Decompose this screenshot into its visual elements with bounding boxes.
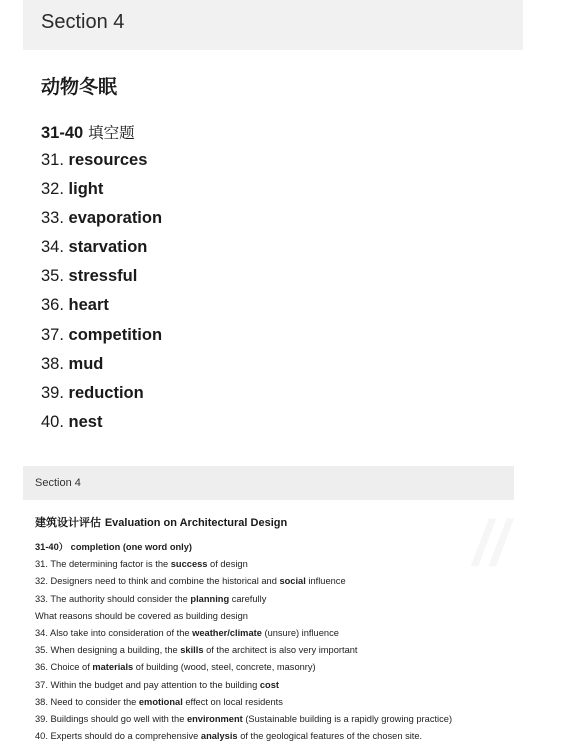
topic-title-en: Evaluation on Architectural Design (104, 517, 288, 529)
answer-number: 37. (41, 325, 69, 344)
keyword: planning (190, 593, 230, 604)
note-text: 40. Experts should do a comprehensive (35, 731, 201, 742)
section-header (23, 0, 523, 50)
answer-word: stressful (68, 267, 138, 286)
note-text: 38. Need to consider the (35, 696, 139, 707)
keyword: environment (186, 713, 243, 724)
note-text: 34. Also take into consideration of the (35, 627, 193, 638)
note-text: 31. The determining factor is the (35, 559, 171, 570)
note-line (35, 575, 452, 592)
note-line (35, 679, 452, 696)
answer-number: 31. (41, 151, 69, 169)
answer-word: heart (68, 296, 109, 315)
note-text: 35. When designing a building, the (35, 645, 181, 656)
answer-word: nest (68, 412, 103, 431)
note-text: influence (305, 576, 346, 587)
topic-title (35, 514, 287, 530)
keyword: analysis (200, 731, 238, 742)
answer-word: starvation (68, 238, 148, 257)
keyword: success (170, 559, 208, 570)
note-text: of the geological features of the chosen site. (237, 731, 423, 742)
answer-word: evaporation (68, 209, 163, 228)
note-text: 36. Choice of (35, 662, 93, 673)
note-line (35, 730, 452, 747)
keyword: materials (92, 662, 134, 673)
answer-item (41, 237, 162, 266)
keyword: emotional (138, 696, 183, 707)
answer-word: light (68, 180, 104, 199)
answer-word: resources (68, 151, 148, 169)
answer-item (41, 179, 162, 208)
note-line (35, 593, 452, 610)
keyword: weather/climate (192, 627, 262, 638)
note-text: carefully (229, 593, 267, 604)
note-line (35, 644, 452, 661)
question-type-heading (41, 121, 135, 143)
notes-panel-architectural-design (23, 466, 514, 755)
answer-list (41, 150, 162, 441)
note-text: (Sustainable building is a rapidly growing practice) (242, 713, 453, 724)
topic-title: 动物冬眠 (41, 76, 118, 98)
answer-item (41, 295, 162, 324)
answer-word: mud (68, 354, 104, 373)
answer-word: reduction (68, 383, 144, 402)
question-type-label: 填空题 (83, 124, 135, 142)
section-header (23, 466, 514, 500)
note-text: 33. The authority should consider the (35, 593, 191, 604)
note-line (35, 558, 452, 575)
topic-title-cn: 建筑设计评估 (35, 516, 105, 529)
answer-number: 40. (41, 412, 69, 431)
note-text: of design (207, 559, 248, 570)
section-title: Section 4 (35, 477, 81, 489)
keyword: cost (259, 679, 279, 690)
answer-number: 32. (41, 180, 69, 199)
answer-number: 33. (41, 209, 69, 228)
answer-number: 38. (41, 354, 69, 373)
note-line (35, 696, 452, 713)
keyword: social (279, 576, 306, 587)
question-range: 31-40 (41, 124, 84, 142)
answer-item (41, 412, 162, 441)
keyword: 31-40） completion (one word only) (35, 542, 193, 552)
answer-item (41, 383, 162, 412)
note-text: (unsure) influence (261, 627, 339, 638)
answer-item (41, 150, 162, 179)
answer-number: 34. (41, 238, 69, 257)
note-text: of building (wood, steel, concrete, masonry) (133, 662, 316, 673)
answer-number: 39. (41, 383, 69, 402)
answer-word: competition (68, 325, 163, 344)
note-text: of the architect is also very important (203, 645, 358, 656)
notes-list (35, 541, 452, 747)
answer-number: 36. (41, 296, 69, 315)
note-text: What reasons should be covered as building design (35, 610, 248, 621)
answer-item (41, 208, 162, 237)
note-line (35, 661, 452, 678)
note-line (35, 713, 452, 730)
answer-item (41, 266, 162, 295)
note-text: 39. Buildings should go well with the (35, 713, 187, 724)
answer-number: 35. (41, 267, 69, 286)
keyword: skills (180, 645, 204, 656)
note-text: 37. Within the budget and pay attention to the building (35, 679, 260, 690)
watermark-decoration: // (473, 507, 509, 579)
note-line (35, 627, 452, 644)
note-text: 32. Designers need to think and combine the historical and (35, 576, 280, 587)
section-title: Section 4 (41, 11, 125, 33)
answer-item (41, 354, 162, 383)
answer-item (41, 325, 162, 354)
note-line (35, 610, 452, 627)
notes-heading (35, 541, 452, 558)
note-text: effect on local residents (182, 696, 283, 707)
